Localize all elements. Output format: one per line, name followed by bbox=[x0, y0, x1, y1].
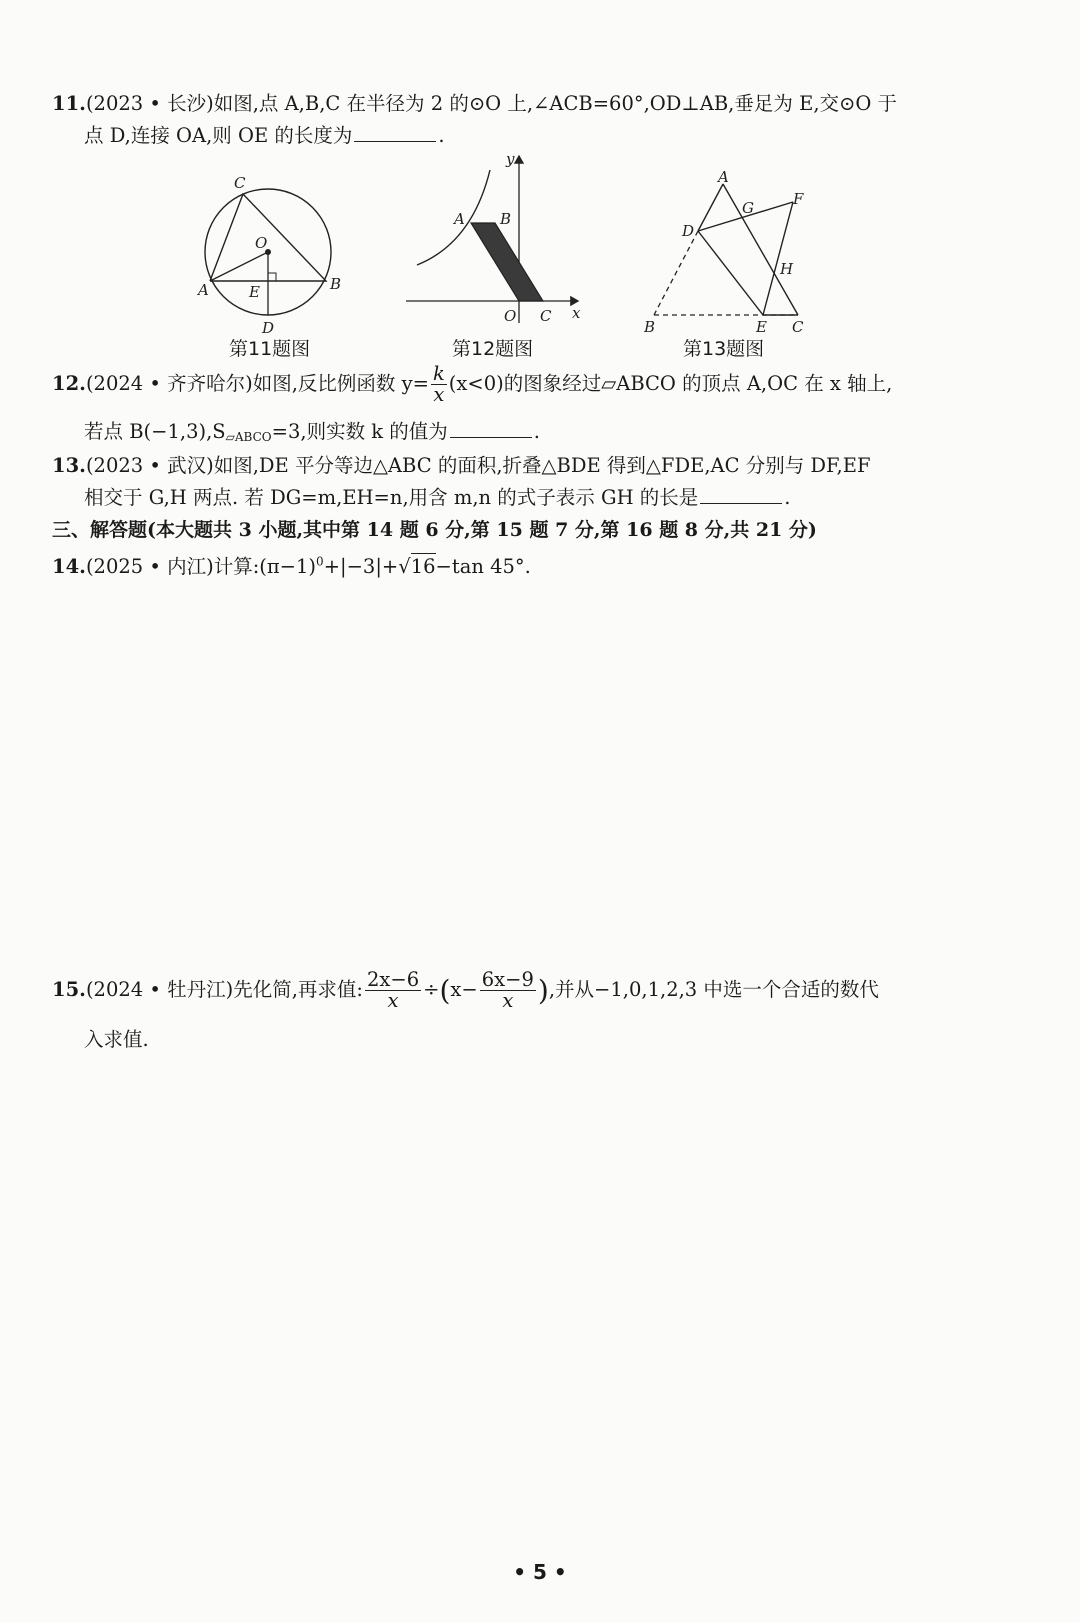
q15-source: (2024 • 牡丹江) bbox=[85, 978, 234, 1001]
q15-f1-den: x bbox=[387, 989, 399, 1012]
fig13-label-a: A bbox=[718, 168, 729, 186]
q14-text-b: +|−3|+ bbox=[323, 555, 399, 578]
fig11-label-a: A bbox=[198, 281, 209, 299]
q14-superscript: 0 bbox=[316, 554, 324, 569]
fig12-label-c: C bbox=[540, 307, 552, 325]
figure-12 bbox=[402, 148, 592, 333]
fig12-parallelogram bbox=[471, 223, 543, 301]
fig11-label-c: C bbox=[234, 174, 246, 192]
q15-divide: ÷ bbox=[423, 978, 440, 1001]
q12-frac-num: k bbox=[432, 362, 445, 385]
q12-end: . bbox=[533, 420, 540, 443]
q15-line2: 入求值. bbox=[84, 1028, 149, 1051]
q13-line2 bbox=[84, 482, 790, 510]
q12-fraction bbox=[431, 364, 447, 405]
q11-source: (2023 • 长沙) bbox=[85, 92, 214, 115]
q13-end: . bbox=[784, 486, 791, 509]
q13-source: (2023 • 武汉) bbox=[85, 454, 214, 477]
q11-text1: 如图,点 A,B,C 在半径为 2 的⊙O 上,∠ACB=60°,OD⊥AB,垂足为 E,交⊙O 于 bbox=[213, 92, 898, 115]
q12-text-a: 如图,反比例函数 y= bbox=[252, 372, 429, 395]
q12-number: 12. bbox=[52, 372, 86, 395]
fig11-caption: 第11题图 bbox=[229, 338, 311, 360]
q12-line1 bbox=[52, 364, 892, 405]
q13-number: 13. bbox=[52, 454, 86, 477]
q14-number: 14. bbox=[52, 555, 86, 578]
fig12-label-o: O bbox=[504, 307, 517, 325]
q13-text1: 如图,DE 平分等边△ABC 的面积,折叠△BDE 得到△FDE,AC 分别与 DF,EF bbox=[213, 454, 871, 477]
q13-answer-blank[interactable] bbox=[700, 502, 782, 504]
figure-13 bbox=[640, 168, 815, 338]
fig11-right-angle bbox=[268, 273, 276, 281]
q12-frac-den: x bbox=[433, 383, 445, 406]
fig12-caption: 第12题图 bbox=[452, 338, 534, 360]
section-3-title: 三、解答题(本大题共 3 小题,其中第 14 题 6 分,第 15 题 7 分,第 16 题 8 分,共 21 分) bbox=[52, 519, 817, 541]
q12-source: (2024 • 齐齐哈尔) bbox=[85, 372, 253, 395]
q15-fraction-1 bbox=[365, 970, 421, 1011]
page-number: • 5 • bbox=[513, 1560, 567, 1584]
q14-sqrt-value: 16 bbox=[410, 555, 436, 578]
fig11-label-d: D bbox=[262, 319, 275, 337]
q14-line1 bbox=[52, 551, 531, 579]
q15-number: 15. bbox=[52, 978, 86, 1001]
fig12-label-x: x bbox=[572, 304, 581, 322]
q15-text-b: ,并从−1,0,1,2,3 中选一个合适的数代 bbox=[548, 978, 879, 1001]
fig13-label-e: E bbox=[756, 318, 767, 336]
q15-f2-den: x bbox=[502, 989, 514, 1012]
fig12-label-y: y bbox=[506, 150, 515, 168]
fig13-db-dashed bbox=[654, 231, 698, 315]
fig11-label-e: E bbox=[249, 283, 260, 301]
q12-text-b: (x<0)的图象经过▱ABCO 的顶点 A,OC 在 x 轴上, bbox=[448, 372, 893, 395]
q15-text-a: 先化简,再求值: bbox=[233, 978, 363, 1001]
fig13-caption: 第13题图 bbox=[683, 338, 765, 360]
fig13-label-d: D bbox=[682, 222, 695, 240]
q15-fraction-2 bbox=[480, 970, 536, 1011]
fig12-label-b: B bbox=[500, 210, 512, 228]
q15-f1-num: 2x−6 bbox=[366, 968, 420, 991]
q12-line2-b: =3,则实数 k 的值为 bbox=[271, 420, 448, 443]
fig13-label-b: B bbox=[644, 318, 656, 336]
q14-sqrt-symbol: √ bbox=[398, 555, 411, 578]
q12-line2 bbox=[84, 416, 540, 444]
fig13-label-h: H bbox=[780, 260, 794, 278]
q11-line2 bbox=[84, 120, 445, 148]
fig12-label-a: A bbox=[454, 210, 465, 228]
q11-line1 bbox=[52, 88, 897, 116]
q12-answer-blank[interactable] bbox=[450, 436, 532, 438]
q15-paren-right: ) bbox=[537, 974, 549, 1007]
q14-text-a: 计算:(π−1) bbox=[213, 555, 317, 578]
q14-source: (2025 • 内江) bbox=[85, 555, 214, 578]
figure-11 bbox=[196, 168, 356, 338]
q11-end: . bbox=[438, 124, 445, 147]
q11-number: 11. bbox=[52, 92, 86, 115]
q13-line1 bbox=[52, 450, 871, 478]
q11-answer-blank[interactable] bbox=[354, 140, 436, 142]
q12-line2-a: 若点 B(−1,3),S bbox=[84, 420, 226, 443]
fig13-label-g: G bbox=[742, 199, 754, 217]
q14-text-c: −tan 45°. bbox=[435, 555, 531, 578]
q15-paren-left: ( bbox=[439, 974, 451, 1007]
q13-text2: 相交于 G,H 两点. 若 DG=m,EH=n,用含 m,n 的式子表示 GH 的长是 bbox=[84, 486, 699, 509]
q15-f2-num: 6x−9 bbox=[481, 968, 534, 991]
fig13-label-c: C bbox=[792, 318, 804, 336]
q15-line1 bbox=[52, 970, 879, 1011]
fig13-label-f: F bbox=[793, 190, 804, 208]
q15-inner-a: x− bbox=[450, 978, 478, 1001]
q11-text2: 点 D,连接 OA,则 OE 的长度为 bbox=[84, 124, 353, 147]
fig11-label-o: O bbox=[255, 234, 268, 252]
q12-line2-sub: ▱ABCO bbox=[225, 430, 272, 444]
fig11-label-b: B bbox=[330, 275, 342, 293]
fig13-de bbox=[698, 231, 763, 315]
